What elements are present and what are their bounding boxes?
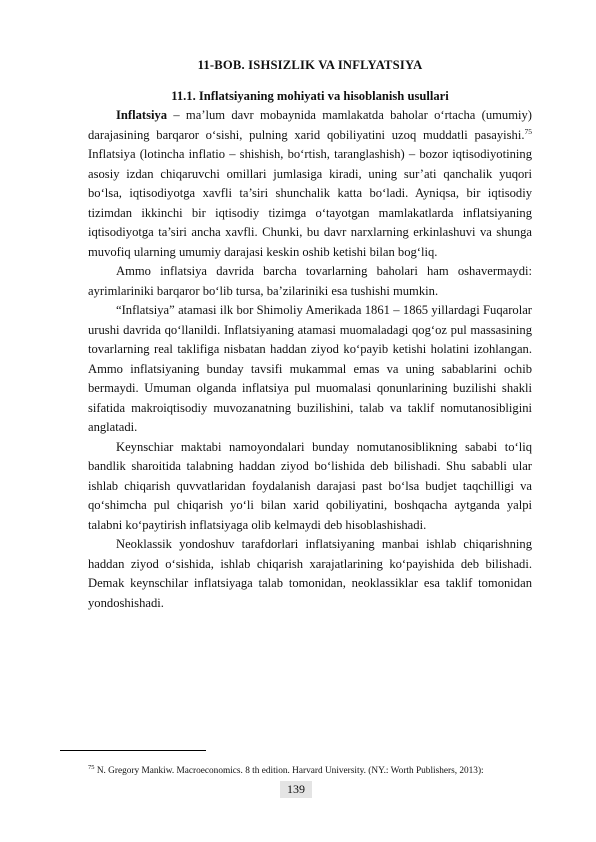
footnote-reference: 75 [524,126,532,136]
section-title: 11.1. Inflatsiyaning mohiyati va hisoblanish usullari [171,89,449,103]
term-inflatsiya: Inflatsiya [116,108,168,122]
paragraph-5: Neoklassik yondoshuv tarafdorlari inflatsiyaning manbai ishlab chiqarishning haddan ziyod o‘sishida, ishlab chiqarish xarajatlarining ko‘payishida deb bilishadi. Demak keynschilar inflatsiyaga talab tomonidan, neoklassiklar esa taklif tomonidan yondoshishadi. [88,537,532,610]
footnote-number: 75 [88,763,95,771]
paragraph-1-text-a: – ma’lum davr mobaynida mamlakatda baholar o‘rtacha (umumiy) darajasining barqaror o‘sishi, pulning xarid qobiliyatini uzoq muddatli pasayishi. [88,108,532,142]
body-text [88,106,532,613]
paragraph-2: Ammo inflatsiya davrida barcha tovarlarning baholari ham oshavermaydi: ayrimlariniki barqaror bo‘lib tursa, ba’zilariniki esa tushishi mumkin. [88,264,532,298]
page-number: 139 [280,781,312,798]
footnote-divider [60,750,206,751]
page-content [88,58,532,613]
paragraph-4: Keynschiar maktabi namoyondalari bunday nomutanosiblikning sababi to‘liq bandlik sharoitida talabning haddan ziyod bo‘lishida deb bilishadi. Shu sababli ular ishlab chiqarish quvvatlaridan foydalanish darajasi past bo‘lsa budjet taqchilligi va qo‘shimcha pul chiqarish yo‘li bilan xarid qobiliyatini, boshqacha aytganda yalpi talabni ko‘paytirish inflatsiyaga olib kelmaydi deb hisoblashishadi. [88,439,532,532]
paragraph-1-text-b: Inflatsiya (lotincha inflatio – shishish, bo‘rtish, taranglashish) – bozor iqtisodiyotining asosiy izdan chiqaruvchi omillari jumlasiga kiradi, uning sur’ati qanchalik yuqori bo‘lsa, iqtisodiyotga xavfli ta’siri shunchalik katta bo‘ladi. Ayniqsa, bir iqtisodiy tizimdan ikkinchi bir iqtisodiy tizimga o‘tayotgan mamlakatlarda inflatsiyaning iqtisodiyotga ta’siri ancha xavfli. Chunki, bu davr narxlarning erkinlashuvi va shunga muvofiq ularning umumiy darajasi keskin oshib ketishi bilan bog‘liq. [88,147,532,259]
footnote [88,765,538,777]
paragraph-3: “Inflatsiya” atamasi ilk bor Shimoliy Amerikada 1861 – 1865 yillardagi Fuqarolar urushi davrida qo‘llanildi. Inflatsiyaning atamasi muomaladagi qog‘oz pul massasining tovarlarning real taklifiga nisbatan haddan ziyod ko‘payib ketishi holatini izohlangan. Ammo inflatsiyaning bunday tavsifi mukammal emas va uning sabablarini ochib bermaydi. Umuman olganda inflatsiya pul muomalasi qonunlarining buzilishi shakli sifatida makroiqtisodiy muvozanatning buzilishini, talab va taklif nomutanosibligini anglatadi. [88,303,532,434]
footnote-text: N. Gregory Mankiw. Macroeconomics. 8 th edition. Harvard University. (NY.: Worth Publishers, 2013): [94,766,484,776]
chapter-title: 11-BOB. ISHSIZLIK VA INFLYATSIYA [197,58,423,72]
paragraph-1 [88,106,532,262]
